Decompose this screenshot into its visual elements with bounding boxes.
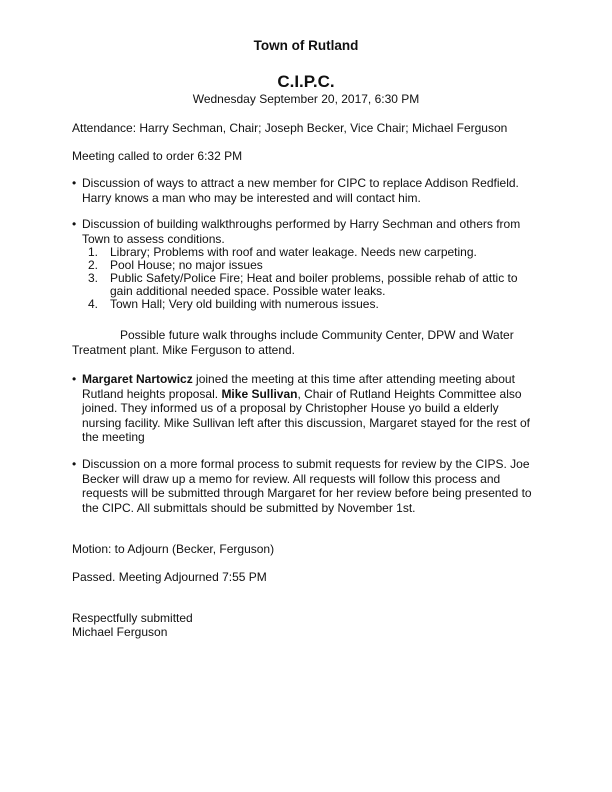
bullet-walkthroughs [72,217,540,246]
list-text: Town Hall; Very old building with numerous issues. [110,297,379,311]
walkthrough-list [88,246,538,311]
bullet-formal-process [72,457,540,515]
bullet-text-part: joined the meeting at this time after attending meeting about Rutland heights proposal. [82,372,515,401]
bullet-rutland-heights [72,372,540,445]
walkthrough-followup: Possible future walk throughs include Community Center, DPW and Water Treatment plant. Mike Ferguson to attend. [72,328,514,357]
list-item [88,298,538,311]
bullet-text: Discussion of building walkthroughs performed by Harry Sechman and others from Town to assess conditions. [82,217,521,246]
bullet-text [82,372,540,445]
list-item [88,272,538,298]
bullet-text-part: , Chair of Rutland Heights Committee also joined. They informed us of a proposal by Christopher House yo build a elderly nursing facility. Mike Sullivan left after this discussion, Margaret stayed for the rest of the meeting [82,386,530,444]
motion-line: Motion: to Adjourn (Becker, Ferguson) [72,542,275,556]
list-number: 2. [88,258,99,272]
attendee-name: Mike Sullivan [221,386,298,401]
signoff-line-1: Respectfully submitted [72,611,193,625]
signoff-line-2: Michael Ferguson [72,625,168,639]
meeting-dateline: Wednesday September 20, 2017, 6:30 PM [192,92,420,106]
attendance-line: Attendance: Harry Sechman, Chair; Joseph Becker, Vice Chair; Michael Ferguson [72,121,508,135]
list-text: Pool House; no major issues [110,258,263,272]
list-number: 3. [88,271,99,285]
org-title: Town of Rutland [253,38,359,53]
list-number: 4. [88,297,99,311]
list-number: 1. [88,245,99,259]
bullet-symbol: • [72,457,77,471]
bullet-text: Discussion of ways to attract a new member for CIPC to replace Addison Redfield. Harry knows a man who may be interested and will contact him. [82,176,519,205]
bullet-new-member [72,176,540,205]
bullet-text: Discussion on a more formal process to submit requests for review by the CIPS. Joe Becker will draw up a memo for review. All requests will follow this process and requests will be submitted through Margaret for her review before being presented to the CIPC. All submittals should be submitted by November 1st. [82,457,532,515]
called-to-order-line: Meeting called to order 6:32 PM [72,149,243,163]
bullet-symbol: • [72,372,77,386]
passed-line: Passed. Meeting Adjourned 7:55 PM [72,570,267,584]
list-text: Library; Problems with roof and water leakage. Needs new carpeting. [110,245,477,259]
attendee-name: Margaret Nartowicz [82,372,193,386]
committee-title: C.I.P.C. [277,72,335,91]
bullet-symbol: • [72,176,77,190]
list-text: Public Safety/Police Fire; Heat and boiler problems, possible rehab of attic to gain additional needed space. Possible water leaks. [110,271,518,298]
bullet-symbol: • [72,217,77,231]
